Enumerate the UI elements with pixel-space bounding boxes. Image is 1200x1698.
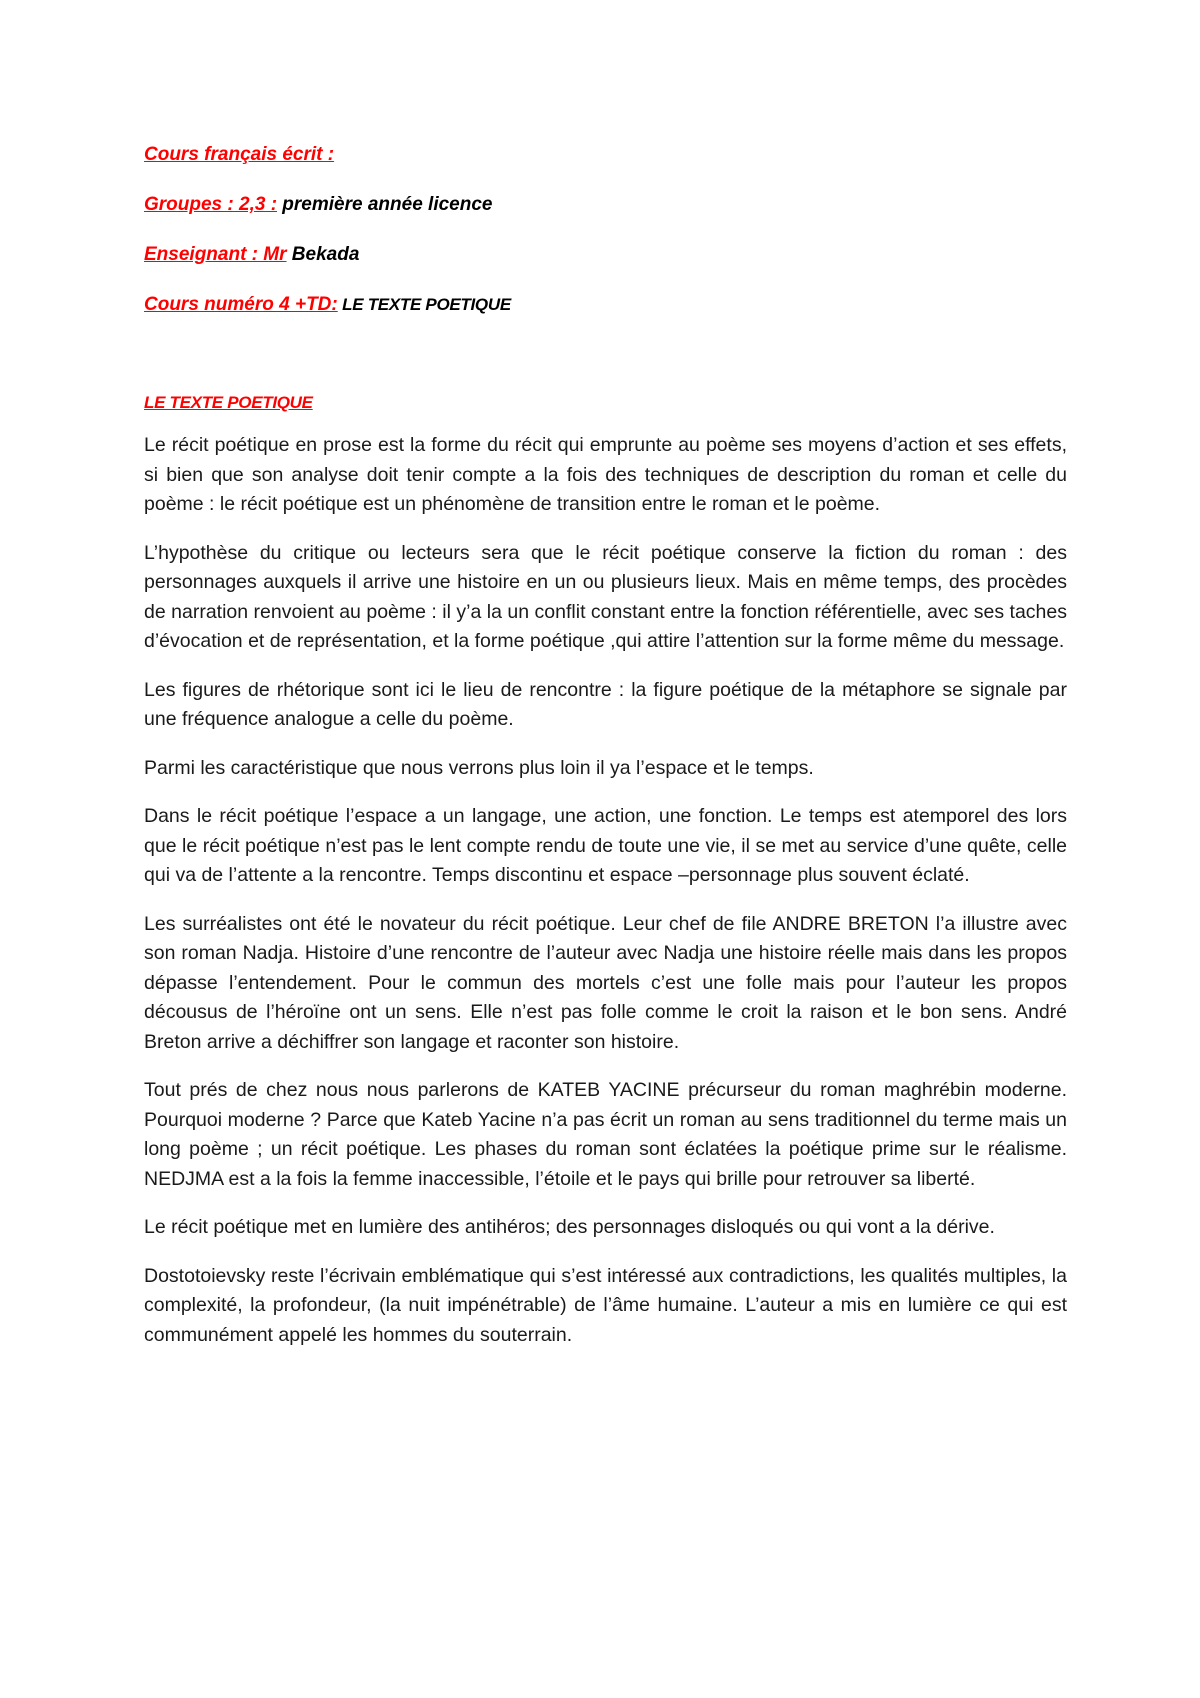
section-title: LE TEXTE POETIQUE [144, 393, 313, 412]
groups-line [144, 190, 1067, 220]
paragraph: Les surréalistes ont été le novateur du récit poétique. Leur chef de file ANDRE BRETON l’a illustre avec son roman Nadja. Histoire d’une rencontre de l’auteur avec Nadja une histoire réelle mais dans les propos dépasse l’entendement. Pour le commun des mortels c’est une folle mais pour l’auteur les propos décousus de l’héroïne ont un sens. Elle n’est pas folle comme le croit la raison et le bon sens. André Breton arrive a déchiffrer son langage et raconter son histoire. [144, 912, 1067, 1053]
paragraph: Les figures de rhétorique sont ici le lieu de rencontre : la figure poétique de la métaphore se signale par une fréquence analogue a celle du poème. [144, 678, 1067, 730]
course-line [144, 140, 1067, 170]
lesson-label: Cours numéro 4 +TD: [144, 294, 338, 315]
paragraph: Le récit poétique met en lumière des antihéros; des personnages disloqués ou qui vont a la dérive. [144, 1216, 995, 1238]
paragraph: Le récit poétique en prose est la forme du récit qui emprunte au poème ses moyens d’action et ses effets, si bien que son analyse doit tenir compte a la fois des techniques de description du roman et celle du poème : le récit poétique est un phénomène de transition entre le roman et le poème. [144, 434, 1067, 515]
paragraph: Parmi les caractéristique que nous verrons plus loin il ya l’espace et le temps. [144, 756, 814, 779]
course-label: Cours français écrit : [144, 144, 335, 165]
teacher-label: Enseignant : Mr [144, 244, 287, 265]
paragraph: Dostotoievsky reste l’écrivain emblématique qui s’est intéressé aux contradictions, les qualités multiples, la complexité, la profondeur, (la nuit impénétrable) de l’âme humaine. L’auteur a mis en lumière ce qui est communément appelé les hommes du souterrain. [144, 1264, 1067, 1346]
teacher-line [144, 240, 1067, 270]
groups-label: Groupes : 2,3 : [144, 194, 278, 215]
paragraph: L’hypothèse du critique ou lecteurs sera que le récit poétique conserve la fiction du roman : des personnages auxquels il arrive une histoire en un ou plusieurs lieux. Mais en même temps, des procèdes de narration renvoient au poème : il y’a la un conflit constant entre la fonction référentielle, avec ses taches d’évocation et de représentation, et la forme poétique ,qui attire l’attention sur la forme même du message. [144, 541, 1067, 652]
document-page [144, 140, 1067, 1369]
paragraph: Dans le récit poétique l’espace a un langage, une action, une fonction. Le temps est atemporel des lors que le récit poétique n’est pas le lent compte rendu de toute une vie, il se met au service d’une quête, celle qui va de l’attente a la rencontre. Temps discontinu et espace –personnage plus souvent éclaté. [144, 805, 1067, 886]
lesson-line [144, 290, 1067, 320]
teacher-value: Bekada [286, 244, 360, 265]
paragraph: Tout prés de chez nous nous parlerons de KATEB YACINE précurseur du roman maghrébin moderne. Pourquoi moderne ? Parce que Kateb Yacine n’a pas écrit un roman au sens traditionnel du terme mais un long poème ; un récit poétique. Les phases du roman sont éclatées la poétique prime sur le réalisme. NEDJMA est a la fois la femme inaccessible, l’étoile et le pays qui brille pour retrouver sa liberté. [144, 1079, 1067, 1190]
lesson-value: LE TEXTE POETIQUE [337, 295, 511, 314]
groups-value: première année licence [277, 194, 493, 215]
